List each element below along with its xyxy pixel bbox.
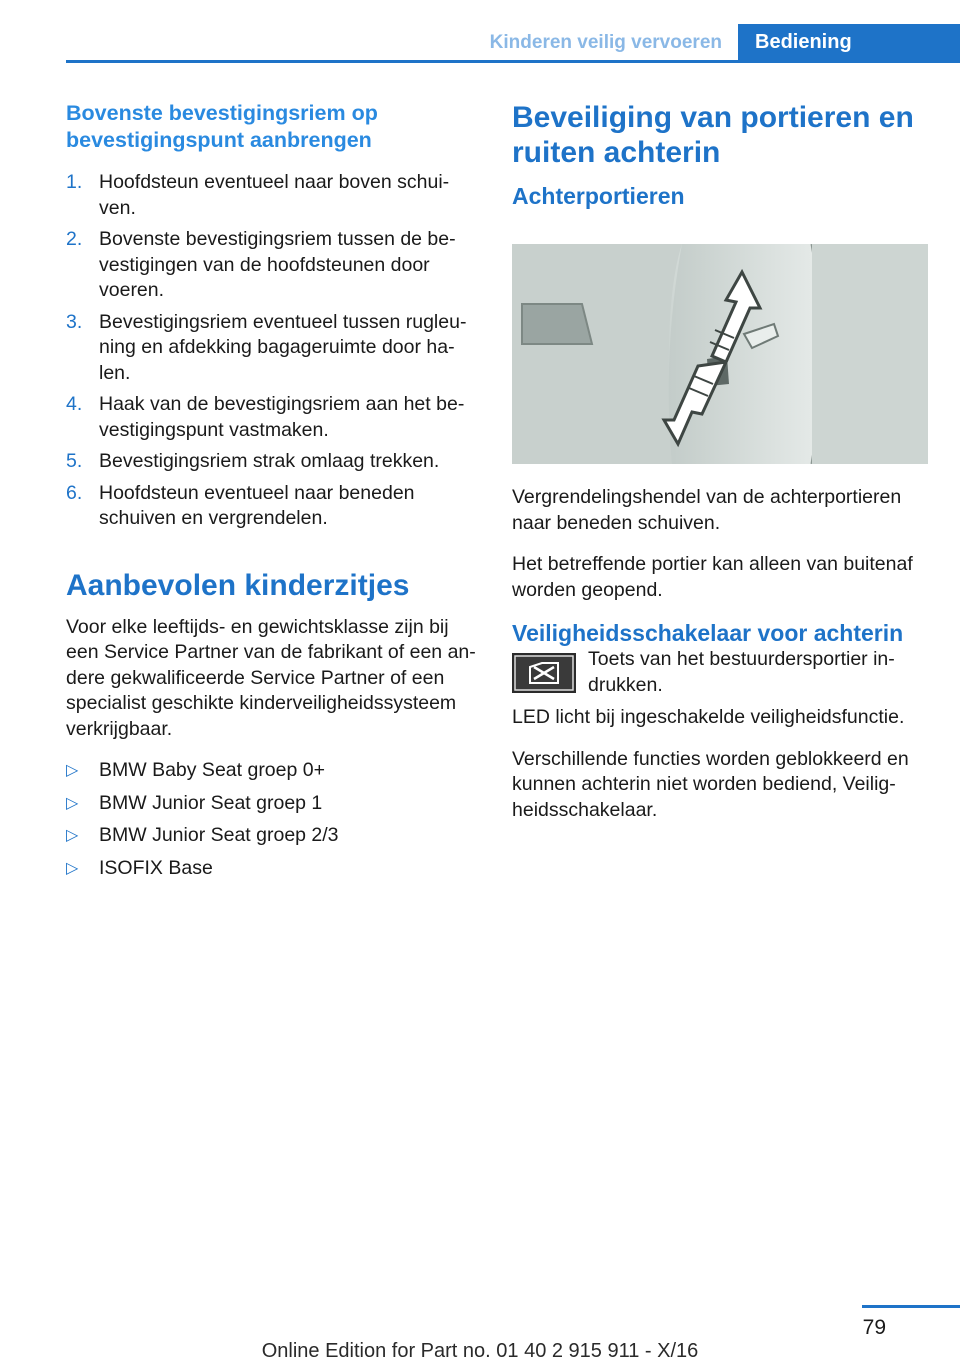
recommended-seats-text: Voor elke leeftijds- en gewichtsklasse zijn bij een Service Partner van de fabrikant of een andere gekwalificeerde Service Partner of een specialist geschikte kinderveiligheidssysteem verkrijgbaar. bbox=[66, 615, 476, 740]
list-item bbox=[66, 791, 478, 817]
safety-switch-text: Toets van het bestuurdersportier indrukken. bbox=[588, 648, 895, 696]
list-item bbox=[66, 758, 478, 784]
step-number: 1. bbox=[66, 171, 83, 193]
step-number: 6. bbox=[66, 481, 83, 504]
header-rule bbox=[66, 60, 960, 63]
footer-rule bbox=[862, 1305, 960, 1308]
step-number: 5. bbox=[66, 450, 83, 472]
left-column bbox=[66, 100, 478, 888]
triangle-bullet-icon: ▷ bbox=[66, 859, 79, 877]
tether-heading: Bovenste bevestigingsriem op bevestigingspunt aanbrengen bbox=[66, 101, 378, 152]
triangle-bullet-icon: ▷ bbox=[66, 794, 79, 812]
step-text: Bevestigingsriem strak omlaag trekken. bbox=[99, 450, 440, 472]
door-lock-lever-illustration bbox=[512, 244, 928, 464]
window-lock-button-icon bbox=[512, 653, 576, 693]
step-item bbox=[66, 170, 478, 221]
step-number: 3. bbox=[66, 310, 83, 333]
step-text: Hoofdsteun eventueel naar beneden schuiven en vergrendelen. bbox=[99, 481, 415, 529]
step-text: Bevestigingsriem eventueel tussen rugleuning en afdekking bagageruimte door halen. bbox=[99, 310, 467, 384]
footer-edition: Online Edition for Part no. 01 40 2 915 911 - X/16 bbox=[261, 1340, 699, 1362]
header-section-title: Kinderen veilig vervoeren bbox=[489, 32, 722, 53]
step-number: 2. bbox=[66, 228, 83, 250]
list-item-text: ISOFIX Base bbox=[99, 856, 213, 879]
step-text: Bovenste bevestigingsriem tussen de bevestigingen van de hoofdsteunen door voeren. bbox=[99, 228, 456, 301]
step-text: Hoofdsteun eventueel naar boven schuiven. bbox=[99, 171, 450, 219]
list-item bbox=[66, 823, 478, 849]
step-item bbox=[66, 227, 478, 304]
step-item bbox=[66, 392, 478, 443]
rear-doors-heading: Achterportieren bbox=[512, 183, 685, 209]
list-item-text: BMW Junior Seat groep 1 bbox=[99, 791, 323, 814]
triangle-bullet-icon: ▷ bbox=[66, 762, 79, 779]
list-item bbox=[66, 856, 478, 882]
safety-switch-blocked-text: Verschillende functies worden geblokkeerd en kunnen achterin niet worden bediend, Veiligheidsschakelaar. bbox=[512, 747, 909, 821]
page-header bbox=[0, 0, 960, 62]
rear-doors-text-2: Het betreffende portier kan alleen van buitenaf worden geopend. bbox=[512, 553, 913, 601]
header-chapter-tab: Bediening bbox=[738, 24, 960, 60]
step-item bbox=[66, 481, 478, 532]
list-item-text: BMW Baby Seat groep 0+ bbox=[99, 759, 325, 781]
seat-list bbox=[66, 758, 478, 881]
step-item bbox=[66, 449, 478, 475]
rear-doors-text-1: Vergrendelingshendel van de achterportieren naar beneden schuiven. bbox=[512, 486, 902, 534]
step-text: Haak van de bevestigingsriem aan het bevestigingspunt vastmaken. bbox=[99, 393, 465, 441]
step-item bbox=[66, 310, 478, 387]
safety-switch-led-text: LED licht bij ingeschakelde veiligheidsfunctie. bbox=[512, 706, 905, 728]
right-column bbox=[512, 100, 932, 839]
step-number: 4. bbox=[66, 393, 83, 415]
safety-switch-row bbox=[512, 647, 932, 703]
door-window-safety-title: Beveiliging van portieren en ruiten achterin bbox=[512, 101, 914, 169]
page-number: 79 bbox=[862, 1316, 886, 1339]
safety-switch-heading: Veiligheidsschakelaar voor achterin bbox=[512, 620, 904, 646]
recommended-seats-title: Aanbevolen kinderzitjes bbox=[66, 568, 410, 602]
tether-steps-list bbox=[66, 170, 478, 532]
list-item-text: BMW Junior Seat groep 2/3 bbox=[99, 824, 339, 846]
triangle-bullet-icon: ▷ bbox=[66, 827, 79, 844]
